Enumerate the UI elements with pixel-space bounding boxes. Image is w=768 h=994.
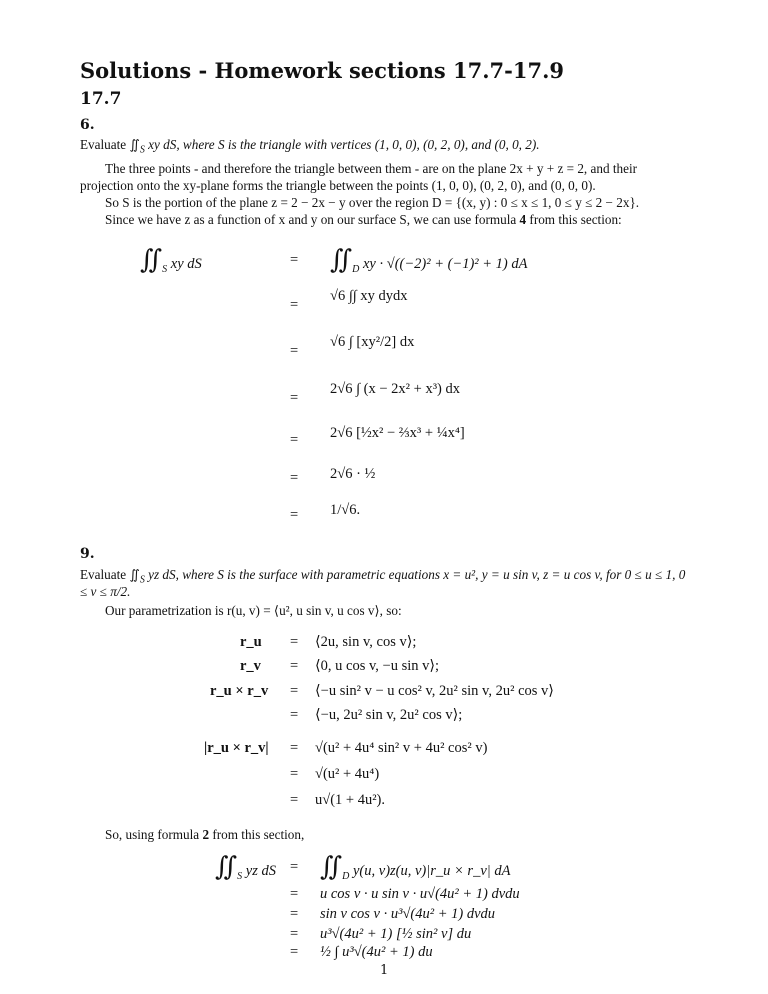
eq9-equals-2: = xyxy=(290,906,299,922)
eq6-line-2: √6 ∫ [xy²/2] dx xyxy=(330,334,415,350)
vec-eq-1: = xyxy=(290,658,299,674)
eq6-line-1: √6 ∫∫ xy dydx xyxy=(330,288,408,304)
eq6-lhs: $∬_S$ xy dS xyxy=(140,245,202,275)
eq6-equals-2: = xyxy=(290,343,299,359)
page-number: 1 xyxy=(380,963,389,978)
statement-prefix: Evaluate xyxy=(80,137,127,152)
eq6-equals-5: = xyxy=(290,470,299,486)
eq9-lhs: $∬_S$ yz dS xyxy=(215,852,276,882)
vec-eq-5: = xyxy=(290,766,299,782)
eq9-equals-3: = xyxy=(290,926,299,942)
vec-lhs-1: r_v xyxy=(240,658,261,674)
vec-eq-6: = xyxy=(290,792,299,808)
page-title: Solutions - Homework sections 17.7-17.9 xyxy=(80,58,565,83)
problem-9-label: 9. xyxy=(80,546,95,562)
problem-6-statement xyxy=(80,136,692,156)
vec-rhs-1: ⟨0, u cos v, −u sin v⟩; xyxy=(315,658,440,674)
vec-eq-2: = xyxy=(290,683,299,699)
statement-text: xy dS, where S is the triangle with vertices (1, 0, 0), (0, 2, 0), and (0, 0, 2). xyxy=(148,137,540,152)
eq9-line-3: u³√(4u² + 1) [½ sin² v] du xyxy=(320,926,472,942)
vec-rhs-5: √(u² + 4u⁴) xyxy=(315,766,380,782)
vec-rhs-3: ⟨−u, 2u² sin v, 2u² cos v⟩; xyxy=(315,707,463,723)
eq9-line-4: ½ ∫ u³√(4u² + 1) du xyxy=(320,944,433,960)
problem-6-paragraph-2: So S is the portion of the plane z = 2 − 2x − y over the region D = {(x, y) : 0 ≤ x ≤ 1, 0 ≤ y ≤ 2 − 2x}. xyxy=(105,195,640,210)
formula-ref: 4 xyxy=(519,212,527,227)
vec-lhs-0: r_u xyxy=(240,634,262,650)
problem-6-label: 6. xyxy=(80,117,95,133)
eq6-line-3: 2√6 ∫ (x − 2x² + x³) dx xyxy=(330,381,461,397)
problem-9-paragraph-1: Our parametrization is r(u, v) = ⟨u², u sin v, u cos v⟩, so: xyxy=(105,603,402,618)
vec-eq-4: = xyxy=(290,740,299,756)
formula-ref: 2 xyxy=(202,827,210,842)
statement-text: yz dS, where S is the surface with parametric equations x = u², y = u sin v, z = u cos v, for 0 ≤ u ≤ 1, 0 ≤ v ≤ π/2. xyxy=(80,567,686,599)
eq9-line-1: u cos v · u sin v · u√(4u² + 1) dvdu xyxy=(320,886,520,902)
eq6-equals-1: = xyxy=(290,297,299,313)
problem-9-paragraph-2 xyxy=(80,826,692,843)
eq6-line-6: 1/√6. xyxy=(330,502,361,518)
vec-rhs-6: u√(1 + 4u²). xyxy=(315,792,386,808)
eq9-equals-0: = xyxy=(290,859,299,875)
eq6-line-0: $∬_D$ xy · √((−2)² + (−1)² + 1) dA xyxy=(330,245,528,275)
eq9-line-0: $∬_D$ y(u, v)z(u, v)|r_u × r_v| dA xyxy=(320,852,511,882)
problem-6-paragraph-3 xyxy=(80,211,692,228)
problem-9-statement xyxy=(80,566,692,600)
para-text-post: from this section: xyxy=(529,212,622,227)
vec-rhs-2: ⟨−u sin² v − u cos² v, 2u² sin v, 2u² cos v⟩ xyxy=(315,683,554,699)
problem-6-paragraph-1: The three points - and therefore the triangle between them - are on the plane 2x + y + z = 2, and their projection onto the xy-plane forms the triangle between the points (1, 0, 0), (0, 2, 0), and (0, 0, 0). xyxy=(80,161,638,193)
vec-rhs-0: ⟨2u, sin v, cos v⟩; xyxy=(315,634,417,650)
eq6-equals-4: = xyxy=(290,432,299,448)
eq9-line-2: sin v cos v · u³√(4u² + 1) dvdu xyxy=(320,906,496,922)
eq6-equals-3: = xyxy=(290,390,299,406)
section-heading: 17.7 xyxy=(80,89,122,109)
double-integral-symbol: $∬_S$ xyxy=(129,137,145,156)
eq9-equals-4: = xyxy=(290,944,299,960)
vec-rhs-4: √(u² + 4u⁴ sin² v + 4u² cos² v) xyxy=(315,740,488,756)
para-text-pre: So, using formula xyxy=(105,827,200,842)
eq6-line-5: 2√6 · ½ xyxy=(330,466,376,482)
para-text-pre: Since we have z as a function of x and y on our surface S, we can use formula xyxy=(105,212,517,227)
vec-eq-3: = xyxy=(290,707,299,723)
eq6-equals-6: = xyxy=(290,507,299,523)
statement-prefix: Evaluate xyxy=(80,567,127,582)
eq9-equals-1: = xyxy=(290,886,299,902)
vec-eq-0: = xyxy=(290,634,299,650)
vec-lhs-2: r_u × r_v xyxy=(210,683,269,699)
vec-lhs-4: |r_u × r_v| xyxy=(204,740,269,756)
para-text-post: from this section, xyxy=(212,827,305,842)
eq6-line-4: 2√6 [½x² − ⅔x³ + ¼x⁴] xyxy=(330,425,465,441)
eq6-equals-0: = xyxy=(290,252,299,268)
double-integral-symbol: $∬_S$ xyxy=(129,567,145,586)
